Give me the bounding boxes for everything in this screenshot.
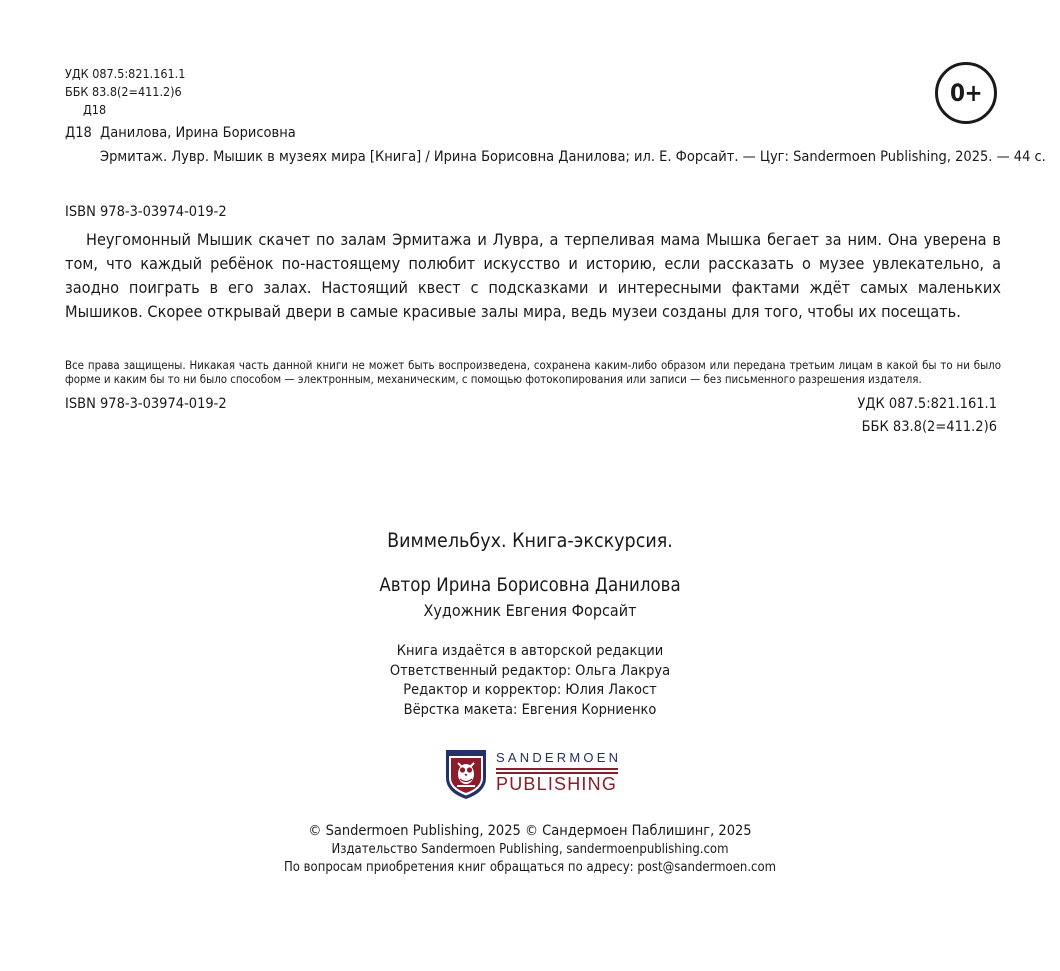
credit-line: Редактор и корректор: Юлия Лакост [403, 682, 657, 698]
publisher-logo [444, 748, 620, 800]
author-credit: Автор Ирина Борисовна Данилова [379, 575, 681, 596]
rights-notice: Все права защищены. Никакая часть данной книги не может быть воспроизведена, сохранена каким-либо образом или передана третьим лицам в какой бы то ни было форме и каким бы то ни было способом — электронным, механическим, с помощью фотокопирования или записи — без письменного разрешения издателя. [65, 358, 1001, 386]
credit-line: Вёрстка макета: Евгения Корниенко [403, 702, 657, 718]
logo-wordmark-sandermoen: SANDERMOEN [496, 750, 622, 765]
author-mark-line: Д18 [65, 125, 92, 141]
owl-shield-icon [444, 748, 488, 800]
logo-rule [496, 768, 618, 770]
publisher-house: Издательство Sandermoen Publishing, sandermoenpublishing.com [331, 842, 729, 857]
isbn: ISBN 978-3-03974-019-2 [65, 204, 227, 220]
copyright-line: © Sandermoen Publishing, 2025 © Сандермоен Паблишинг, 2025 [308, 823, 752, 839]
age-rating-label: 0+ [949, 79, 983, 107]
logo-wordmark-publishing: PUBLISHING [496, 774, 618, 794]
series-title: Виммельбух. Книга-экскурсия. [387, 529, 673, 552]
author-mark: Д18 [83, 102, 107, 117]
credit-line: Ответственный редактор: Ольга Лакруа [389, 663, 671, 679]
bibliographic-description: Эрмитаж. Лувр. Мышик в музеях мира [Книга] / Ирина Борисовна Данилова; ил. Е. Форсайт. — Цуг: Sandermoen Publishing, 2025. — 44 с. [100, 149, 1046, 165]
author-name: Данилова, Ирина Борисовна [100, 125, 296, 141]
credit-line: Книга издаётся в авторской редакции [396, 643, 664, 659]
footer-udk: УДК 087.5:821.161.1 [857, 396, 997, 412]
bbk-code: ББК 83.8(2=411.2)6 [65, 84, 182, 99]
age-rating-badge [935, 62, 997, 124]
publisher-contact: По вопросам приобретения книг обращаться по адресу: post@sandermoen.com [283, 860, 777, 875]
udk-code: УДК 087.5:821.161.1 [65, 66, 186, 81]
footer-isbn: ISBN 978-3-03974-019-2 [65, 396, 227, 412]
annotation: Неугомонный Мышик скачет по залам Эрмитажа и Лувра, а терпеливая мама Мышка бегает за ним. Она уверена в том, что каждый ребёнок по-настоящему полюбит искусство и историю, если рассказать о музее увлекательно, а заодно поиграть в его залах. Настоящий квест с подсказками и интересными фактами ждёт самых маленьких Мышиков. Скорее открывай двери в самые красивые залы мира, ведь музеи созданы для того, чтобы их посещать. [65, 230, 1001, 321]
footer-bbk: ББК 83.8(2=411.2)6 [861, 419, 997, 435]
illustrator-credit: Художник Евгения Форсайт [423, 601, 637, 620]
